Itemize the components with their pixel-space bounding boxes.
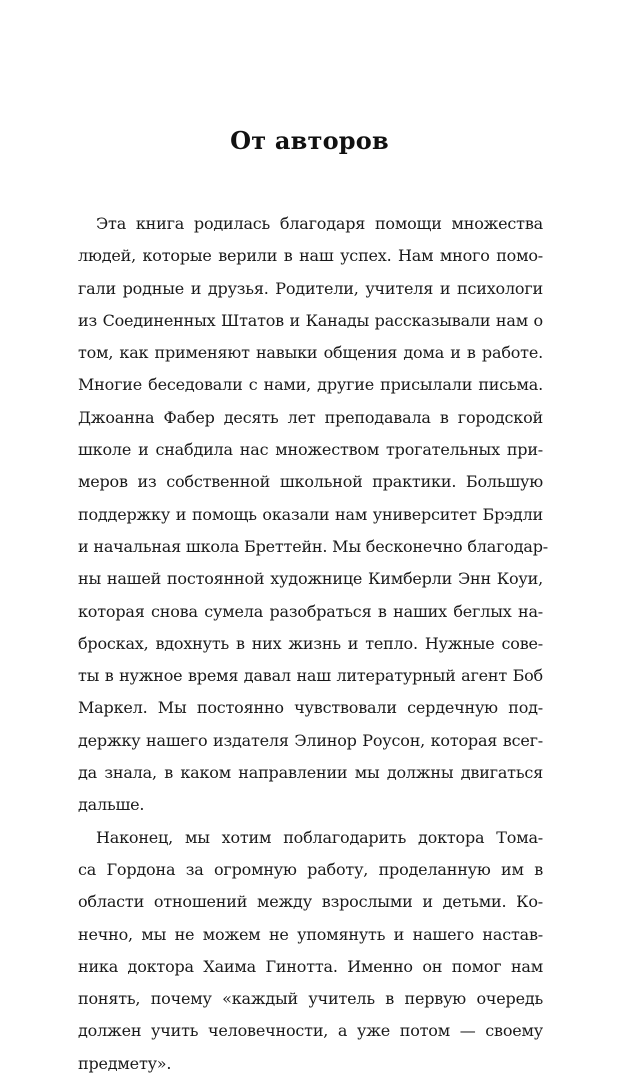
paragraph-2-line: Наконец, мы хотим поблагодарить доктора Тома- [96,827,543,847]
paragraph-2-line: са Гордона за огромную работу, проделанную им в [78,859,543,879]
paragraph-1-line: школе и снабдила нас множеством трогательных при- [78,440,543,460]
paragraph-1-line: гали родные и друзья. Родители, учителя и психологи [78,278,543,298]
paragraph-1-line: ты в нужное время давал наш литературный агент Боб [78,666,543,686]
paragraph-1-line: бросках, вдохнуть в них жизнь и тепло. Нужные сове- [78,633,543,653]
paragraph-1-line: держку нашего издателя Элинор Роусон, которая всег- [78,730,543,750]
paragraph-1-line: дальше. [78,795,145,815]
paragraph-1-line: которая снова сумела разобраться в наших беглых на- [78,601,543,621]
paragraph-1-line: Джоанна Фабер десять лет преподавала в городской [78,407,543,427]
paragraph-1-line: Многие беседовали с нами, другие присылали письма. [78,375,543,395]
paragraph-1-line: поддержку и помощь оказали нам университет Брэдли [78,504,543,524]
paragraph-2-line: предмету». [78,1053,172,1073]
paragraph-1-line: людей, которые верили в наш успех. Нам много помо- [78,246,543,266]
paragraph-1-line: том, как применяют навыки общения дома и в работе. [78,343,543,363]
paragraph-2-line: нечно, мы не можем не упомянуть и нашего настав- [78,924,543,944]
paragraph-1-line: Маркел. Мы постоянно чувствовали сердечную под- [78,698,543,718]
paragraph-1-line: Эта книга родилась благодаря помощи множества [96,214,543,233]
paragraph-2-line: должен учить человечности, а уже потом — своему [78,1021,543,1041]
page-title: От авторов [230,126,389,155]
paragraph-1-line: да знала, в каком направлении мы должны двигаться [78,763,543,783]
body-text [78,208,548,1080]
paragraph-1-line: и начальная школа Бреттейн. Мы бесконечно благодар- [78,536,548,556]
paragraph-2-line: понять, почему «каждый учитель в первую очередь [78,989,543,1009]
paragraph-1-line: ны нашей постоянной художнице Кимберли Энн Коуи, [78,569,543,589]
paragraph-2-line: области отношений между взрослыми и детьми. Ко- [78,892,543,912]
paragraph-1-line: из Соединенных Штатов и Канады рассказывали нам о [78,310,543,330]
paragraph-2-line: ника доктора Хаима Гинотта. Именно он помог нам [78,956,543,976]
paragraph-1-line: меров из собственной школьной практики. Большую [78,472,543,492]
